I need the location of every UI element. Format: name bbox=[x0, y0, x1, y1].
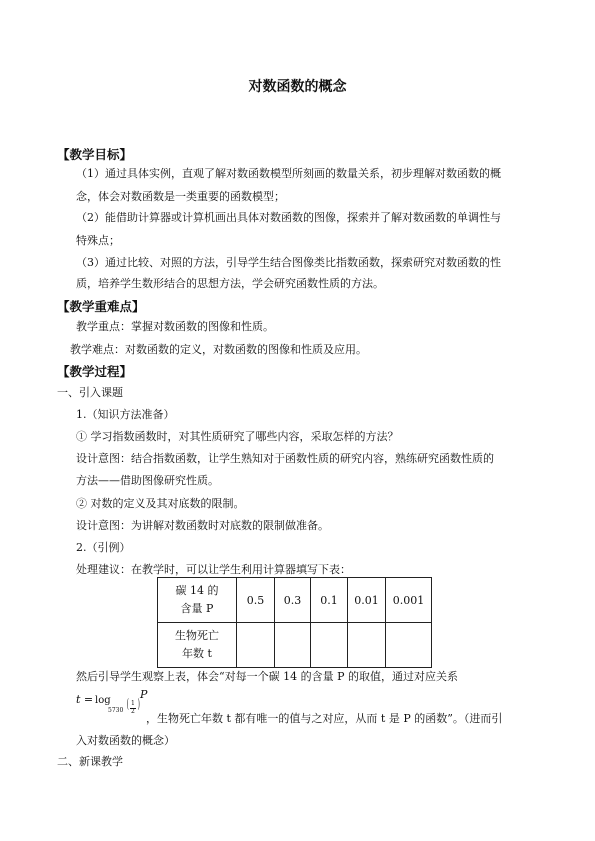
log-formula bbox=[76, 688, 156, 714]
paragraph-line: 方法——借助图像研究性质。 bbox=[76, 474, 219, 487]
paragraph-line: （2）能借助计算器或计算机画出具体对数函数的图像，探索并了解对数函数的单调性与 bbox=[76, 211, 501, 224]
table-cell-text: 碳 14 的 bbox=[175, 584, 219, 597]
table-cell-text: 年数 t bbox=[182, 647, 212, 660]
formula-frac-den: 2 bbox=[131, 708, 135, 715]
table-row bbox=[158, 578, 432, 623]
paragraph-line: 二、新课教学 bbox=[57, 755, 123, 768]
paragraph-line: 1.（知识方法准备） bbox=[76, 408, 175, 421]
paragraph-line: 入对数函数的概念） bbox=[76, 734, 175, 747]
table-cell: 0.1 bbox=[311, 578, 348, 623]
paragraph-line: ① 学习指数函数时，对其性质研究了哪些内容，采取怎样的方法？ bbox=[76, 430, 399, 443]
table-cell-empty bbox=[348, 623, 386, 668]
table-cell-text: 生物死亡 bbox=[175, 629, 219, 642]
section-heading-key-points: 【教学重难点】 bbox=[57, 299, 145, 314]
table-cell-empty bbox=[386, 623, 432, 668]
page-title: 对数函数的概念 bbox=[248, 79, 347, 95]
table-cell-empty bbox=[311, 623, 348, 668]
paragraph-line: 特殊点； bbox=[76, 234, 120, 247]
table-cell-empty bbox=[237, 623, 275, 668]
paragraph-line: （1）通过具体实例，直观了解对数函数模型所刻画的数量关系，初步理解对数函数的概 bbox=[76, 167, 501, 180]
paragraph-line: ② 对数的定义及其对底数的限制。 bbox=[76, 497, 245, 510]
paragraph-line: （3）通过比较、对照的方法，引导学生结合图像类比指数函数，探索研究对数函数的性 bbox=[76, 256, 501, 269]
table-cell: 0.01 bbox=[348, 578, 386, 623]
paragraph-line: 设计意图：为讲解对数函数时对底数的限制做准备。 bbox=[76, 519, 329, 532]
formula-lhs: t = bbox=[76, 693, 94, 706]
carbon14-table bbox=[157, 577, 432, 668]
formula-paren-left: ( bbox=[126, 698, 129, 712]
paragraph-line: 处理建议：在教学时，可以让学生利用计算器填写下表： bbox=[76, 563, 351, 576]
section-heading-goals: 【教学目标】 bbox=[57, 147, 133, 162]
table-row bbox=[158, 623, 432, 668]
formula-paren-right: ) bbox=[137, 698, 140, 712]
formula-base: 5730 bbox=[108, 707, 124, 714]
table-row-header bbox=[158, 623, 237, 668]
table-cell: 0.001 bbox=[386, 578, 432, 623]
section-heading-process: 【教学过程】 bbox=[57, 364, 133, 379]
paragraph-line: 一、引入课题 bbox=[57, 386, 123, 399]
paragraph-line: 然后引导学生观察上表，体会“对每一个碳 14 的含量 P 的取值，通过对应关系 bbox=[76, 670, 459, 683]
paragraph-line: 教学难点：对数函数的定义，对数函数的图像和性质及应用。 bbox=[70, 343, 367, 356]
table-cell: 0.5 bbox=[237, 578, 275, 623]
paragraph-line: 念，体会对数函数是一类重要的函数模型； bbox=[76, 190, 285, 203]
paragraph-line: 教学重点：掌握对数函数的图像和性质。 bbox=[76, 320, 274, 333]
paragraph-line: ，生物死亡年数 t 都有唯一的值与之对应，从而 t 是 P 的函数”。（进而引 bbox=[146, 712, 503, 725]
table-cell-text: 含量 P bbox=[180, 602, 214, 615]
formula-frac-num: 1 bbox=[131, 700, 135, 707]
paragraph-line: 设计意图：结合指数函数，让学生熟知对于函数性质的研究内容，熟练研究函数性质的 bbox=[76, 452, 494, 465]
table-cell: 0.3 bbox=[275, 578, 311, 623]
table-row-header bbox=[158, 578, 237, 623]
formula-log: log bbox=[95, 695, 111, 706]
table-cell-empty bbox=[275, 623, 311, 668]
formula-arg: P bbox=[140, 688, 148, 701]
paragraph-line: 2.（引例） bbox=[76, 541, 131, 554]
paragraph-line: 质，培养学生数形结合的思想方法，学会研究函数性质的方法。 bbox=[76, 277, 384, 290]
